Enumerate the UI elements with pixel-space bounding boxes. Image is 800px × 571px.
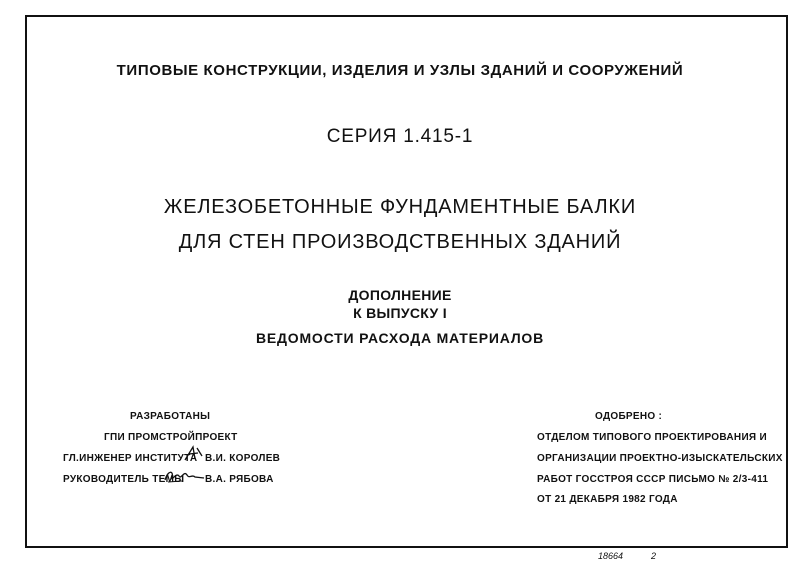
topic-lead-name: В.А. РЯБОВА xyxy=(205,474,274,485)
topic-lead-signature-icon xyxy=(162,466,206,486)
document-subtitle: ВЕДОМОСТИ РАСХОДА МАТЕРИАЛОВ xyxy=(255,330,545,346)
approved-line-2: ОРГАНИЗАЦИИ ПРОЕКТНО-ИЗЫСКАТЕЛЬСКИХ xyxy=(537,453,783,464)
series-number: СЕРИЯ 1.415-1 xyxy=(326,126,474,147)
approved-line-3: РАБОТ ГОССТРОЯ СССР ПИСЬМО № 2/3-411 xyxy=(537,474,769,485)
chief-engineer-signature-icon xyxy=(183,444,205,464)
developed-label: РАЗРАБОТАНЫ xyxy=(130,411,211,422)
approved-label: ОДОБРЕНО : xyxy=(595,411,663,422)
document-number: 18664 xyxy=(598,551,624,561)
page-number: 2 xyxy=(651,551,657,561)
chief-engineer-name: В.И. КОРОЛЕВ xyxy=(205,453,281,464)
issue-reference: К ВЫПУСКУ I xyxy=(353,305,447,321)
heading-line-2: ДЛЯ СТЕН ПРОИЗВОДСТВЕННЫХ ЗДАНИЙ xyxy=(178,231,622,253)
drawing-frame xyxy=(25,15,788,548)
topic-lead-role: РУКОВОДИТЕЛЬ ТЕМЫ xyxy=(63,474,185,485)
approved-line-1: ОТДЕЛОМ ТИПОВОГО ПРОЕКТИРОВАНИЯ И xyxy=(537,432,767,443)
developed-institute: ГПИ ПРОМСТРОЙПРОЕКТ xyxy=(104,432,238,443)
main-title: ТИПОВЫЕ КОНСТРУКЦИИ, ИЗДЕЛИЯ И УЗЛЫ ЗДАНИЙ И СООРУЖЕНИЙ xyxy=(116,62,684,79)
approved-line-4: ОТ 21 ДЕКАБРЯ 1982 ГОДА xyxy=(537,494,678,505)
addition-label: ДОПОЛНЕНИЕ xyxy=(348,287,452,303)
chief-engineer-role: ГЛ.ИНЖЕНЕР ИНСТИТУТА xyxy=(63,453,198,464)
heading-line-1: ЖЕЛЕЗОБЕТОННЫЕ ФУНДАМЕНТНЫЕ БАЛКИ xyxy=(163,196,637,218)
